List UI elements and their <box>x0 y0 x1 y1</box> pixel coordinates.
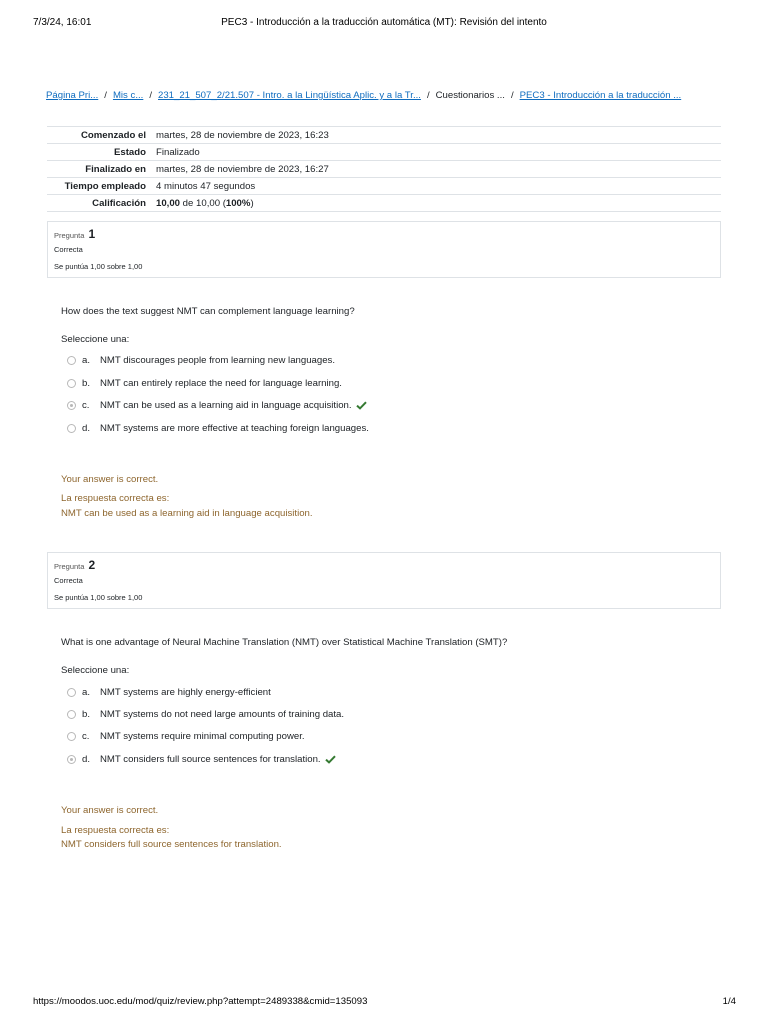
question-2-right-label: La respuesta correcta es: <box>61 825 170 836</box>
option-text: NMT discourages people from learning new languages. <box>100 354 336 366</box>
question-1-option-a[interactable] <box>67 353 335 367</box>
option-text: NMT systems require minimal computing power. <box>100 730 305 742</box>
radio-icon[interactable] <box>67 424 76 433</box>
question-1-right-answer: NMT can be used as a learning aid in language acquisition. <box>61 508 313 519</box>
radio-selected-icon[interactable] <box>67 755 76 764</box>
grade-value: 10,00 <box>156 197 181 209</box>
question-2-option-b[interactable] <box>67 707 344 721</box>
radio-icon[interactable] <box>67 356 76 365</box>
summary-row-state <box>47 144 721 161</box>
option-text: NMT systems do not need large amounts of training data. <box>100 708 345 720</box>
option-text: NMT considers full source sentences for translation. <box>100 753 321 765</box>
option-letter: a. <box>82 686 91 698</box>
breadcrumb-separator: / <box>426 90 430 101</box>
option-letter: c. <box>82 399 90 411</box>
question-2-feedback: Your answer is correct. <box>61 805 159 816</box>
question-1-feedback: Your answer is correct. <box>61 474 159 485</box>
question-grade: Se puntúa 1,00 sobre 1,00 <box>54 593 143 602</box>
print-title: PEC3 - Introducción a la traducción automática (MT): Revisión del intento <box>221 17 547 28</box>
question-2-text: What is one advantage of Neural Machine Translation (NMT) over Statistical Machine Translation (SMT)? <box>61 637 508 648</box>
summary-key: Calificación <box>47 195 151 212</box>
summary-value <box>151 195 721 212</box>
summary-row-started <box>47 127 721 144</box>
radio-icon[interactable] <box>67 710 76 719</box>
print-datetime: 7/3/24, 16:01 <box>33 17 92 28</box>
breadcrumb-item-quizzes: Cuestionarios ... <box>435 90 505 101</box>
breadcrumb-item-quiz[interactable]: PEC3 - Introducción a la traducción ... <box>519 90 682 101</box>
breadcrumb-separator: / <box>104 90 107 101</box>
question-number-value: 1 <box>88 227 96 241</box>
question-2-option-a[interactable] <box>67 685 271 699</box>
grade-max: de 10,00 ( <box>180 197 226 209</box>
option-letter: b. <box>82 377 91 389</box>
question-1-option-c[interactable] <box>67 398 367 412</box>
option-letter: d. <box>82 422 91 434</box>
question-state: Correcta <box>54 576 83 585</box>
question-state: Correcta <box>54 245 83 254</box>
breadcrumb <box>46 90 736 101</box>
summary-row-grade <box>47 195 721 212</box>
option-text: NMT can be used as a learning aid in language acquisition. <box>100 399 352 411</box>
summary-row-duration <box>47 178 721 195</box>
question-2-prompt: Seleccione una: <box>61 665 130 676</box>
summary-key: Estado <box>47 144 151 161</box>
option-letter: a. <box>82 354 91 366</box>
option-letter: d. <box>82 753 91 765</box>
radio-selected-icon[interactable] <box>67 401 76 410</box>
question-label: Pregunta <box>54 231 85 240</box>
check-icon <box>325 755 336 764</box>
question-number-value: 2 <box>88 558 96 572</box>
question-number <box>54 558 714 572</box>
print-page-number: 1/4 <box>722 996 736 1007</box>
grade-percent: 100% <box>225 197 251 209</box>
question-2-info <box>47 552 721 609</box>
breadcrumb-separator: / <box>149 90 152 101</box>
summary-row-completed <box>47 161 721 178</box>
question-number <box>54 227 714 241</box>
attempt-summary-table <box>47 126 721 212</box>
question-2-option-d[interactable] <box>67 752 336 766</box>
question-1-option-d[interactable] <box>67 421 369 435</box>
option-text: NMT systems are highly energy-efficient <box>100 686 271 698</box>
summary-key: Finalizado en <box>47 161 151 178</box>
option-text: NMT systems are more effective at teaching foreign languages. <box>100 422 369 434</box>
question-1-right-label: La respuesta correcta es: <box>61 493 170 504</box>
question-1-info <box>47 221 721 278</box>
question-label: Pregunta <box>54 562 85 571</box>
question-1-text: How does the text suggest NMT can complement language learning? <box>61 306 355 317</box>
summary-key: Comenzado el <box>47 127 151 144</box>
check-icon <box>356 401 367 410</box>
summary-key: Tiempo empleado <box>47 178 151 195</box>
question-grade: Se puntúa 1,00 sobre 1,00 <box>54 262 143 271</box>
option-letter: c. <box>82 730 90 742</box>
print-url: https://moodos.uoc.edu/mod/quiz/review.php?attempt=2489338&cmid=135093 <box>33 996 368 1007</box>
summary-value: martes, 28 de noviembre de 2023, 16:27 <box>151 161 721 178</box>
breadcrumb-separator: / <box>510 90 514 101</box>
question-1-option-b[interactable] <box>67 376 342 390</box>
summary-value: Finalizado <box>151 144 721 161</box>
breadcrumb-item-my-courses[interactable]: Mis c... <box>112 90 144 101</box>
question-2-option-c[interactable] <box>67 729 305 743</box>
breadcrumb-item-home[interactable]: Página Pri... <box>46 90 99 101</box>
radio-icon[interactable] <box>67 688 76 697</box>
summary-value: martes, 28 de noviembre de 2023, 16:23 <box>151 127 721 144</box>
radio-icon[interactable] <box>67 379 76 388</box>
option-letter: b. <box>82 708 91 720</box>
option-text: NMT can entirely replace the need for language learning. <box>100 377 342 389</box>
radio-icon[interactable] <box>67 732 76 741</box>
grade-close: ) <box>250 197 254 209</box>
breadcrumb-item-course[interactable]: 231_21_507_2/21.507 - Intro. a la Lingüística Aplic. y a la Tr... <box>158 90 421 101</box>
summary-value: 4 minutos 47 segundos <box>151 178 721 195</box>
question-2-right-answer: NMT considers full source sentences for translation. <box>61 839 282 850</box>
print-header <box>0 17 768 31</box>
question-1-prompt: Seleccione una: <box>61 334 130 345</box>
